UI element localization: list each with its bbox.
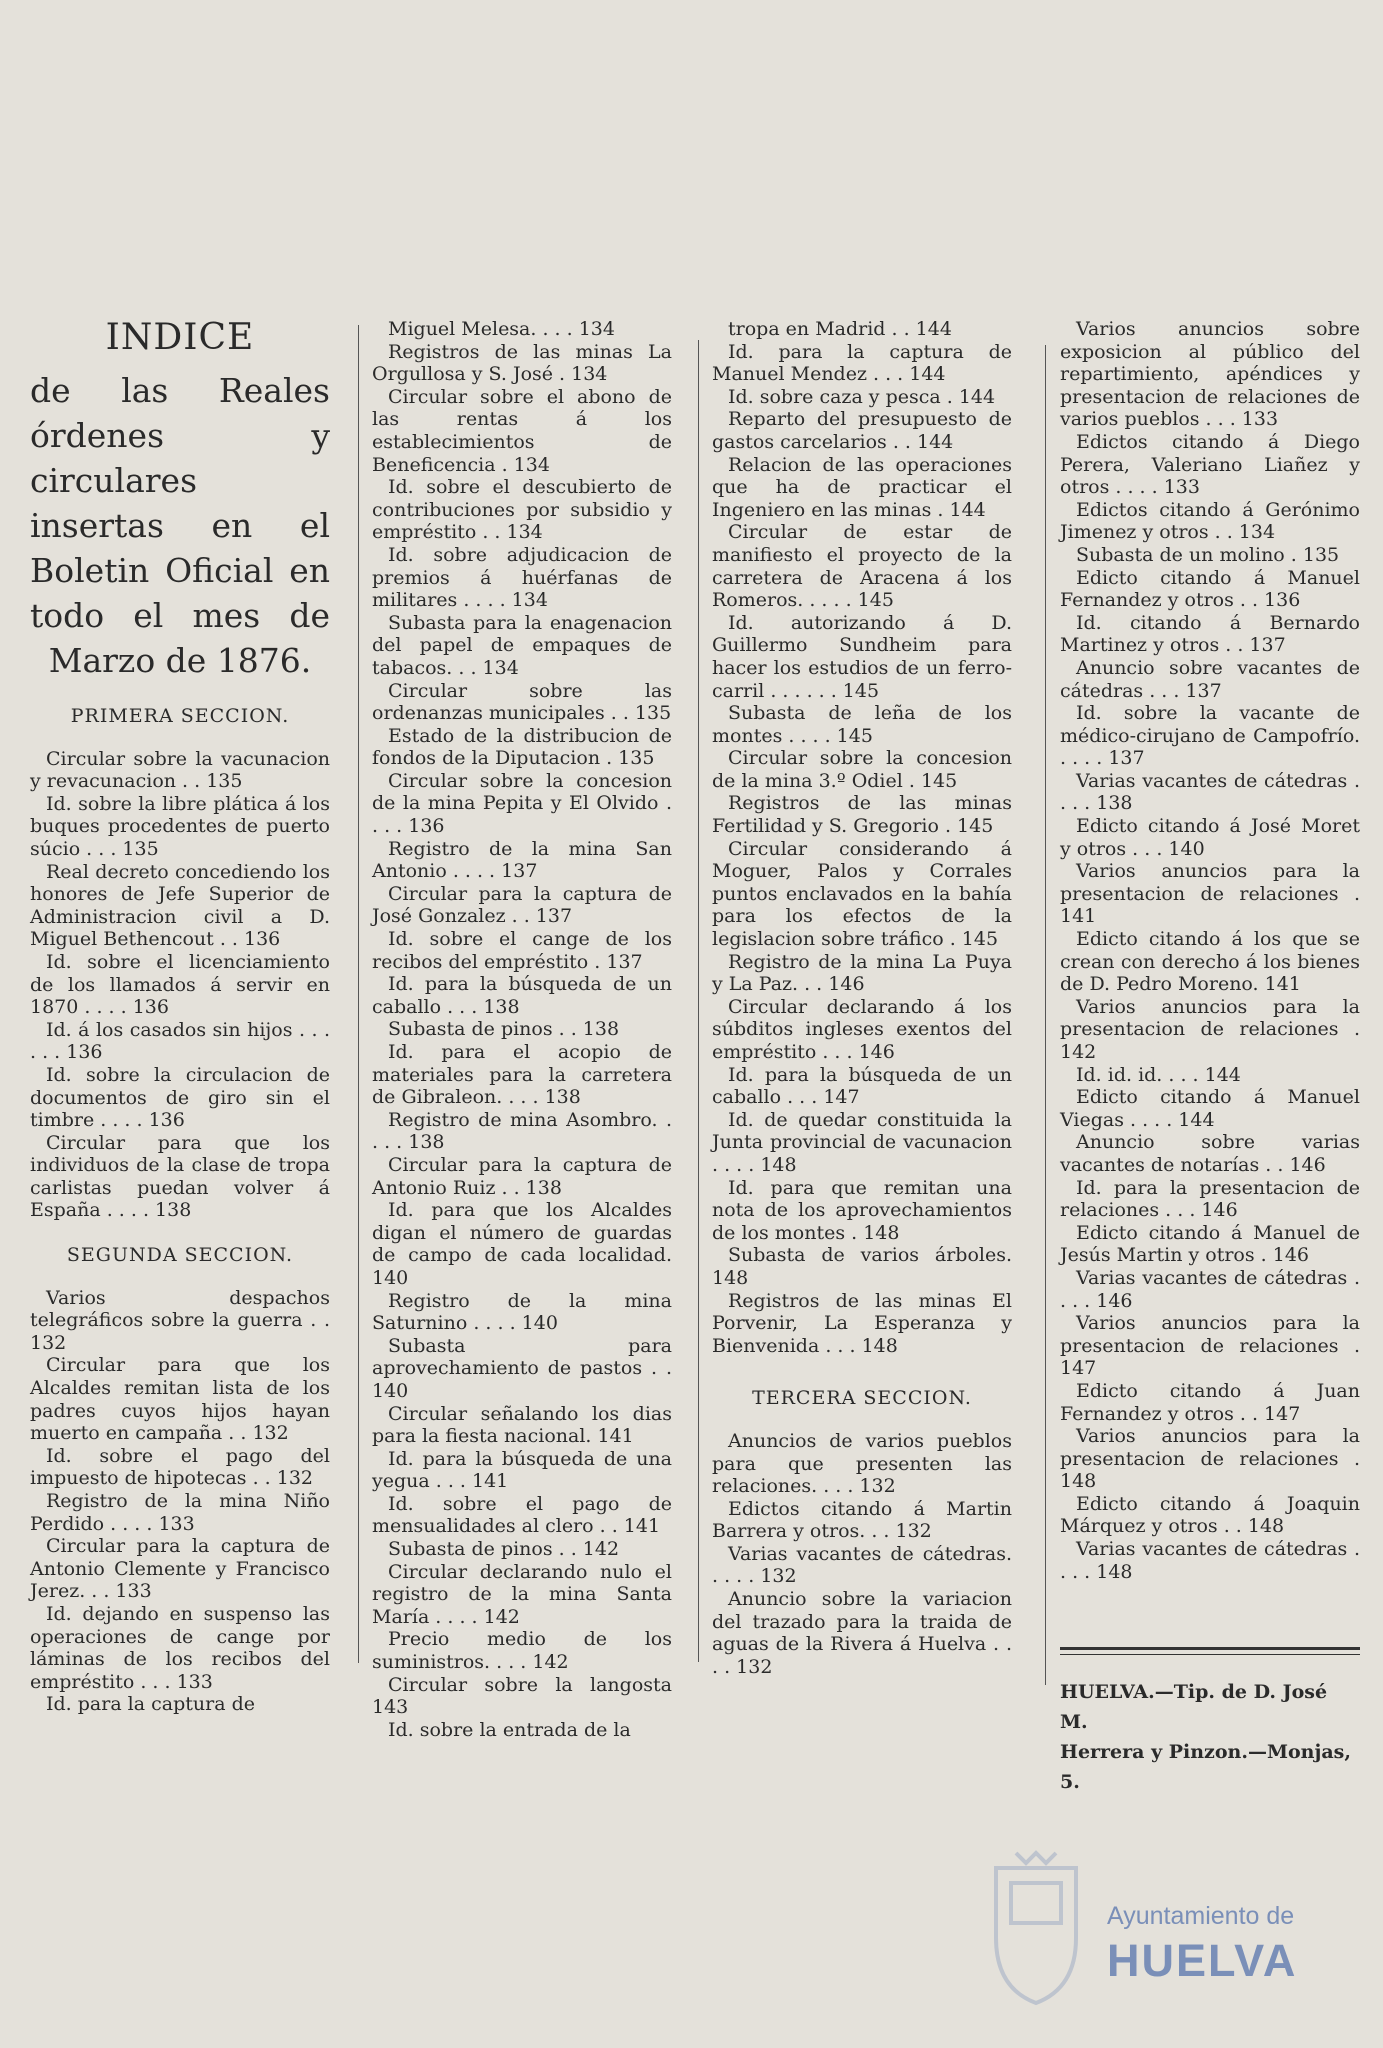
index-entry: Id. sobre la entrada de la [388, 1718, 631, 1741]
index-entry: Registros de las minas Fertilidad y S. Gregorio . 145 [712, 792, 1012, 838]
index-entry: Edicto citando á Manuel Viegas . . . . 144 [1060, 1086, 1360, 1131]
column-divider [698, 340, 699, 1662]
index-entry: Id. de quedar constituida la Junta provincial de vacunacion . . . . 148 [712, 1108, 1012, 1176]
column-3-entries [712, 318, 1012, 1357]
index-entry: Id. sobre el pago del impuesto de hipotecas . . 132 [30, 1444, 330, 1490]
index-entry: Estado de la distribucion de fondos de la Diputacion . 135 [372, 724, 672, 770]
index-entry: Edicto citando á Juan Fernandez y otros . . 147 [1060, 1379, 1360, 1425]
index-entry: Edictos citando á Martin Barrera y otros. . . 132 [712, 1497, 1012, 1543]
index-entry: Id. sobre caza y pesca . 144 [728, 385, 996, 408]
index-entry: Id. sobre el descubierto de contribuciones por subsidio y empréstito . . 134 [372, 476, 672, 544]
index-entry: Varias vacantes de cátedras . . . . 138 [1060, 769, 1360, 815]
index-entry: Real decreto concediendo los honores de Jefe Superior de Administracion civil a D. Miguel Bethencout . . 136 [30, 860, 330, 951]
index-entry: Circular declarando nulo el registro de la mina Santa María . . . . 142 [372, 1560, 672, 1628]
index-entry: Relacion de las operaciones que ha de practicar el Ingeniero en las minas . 144 [712, 453, 1012, 521]
index-entry: Circular sobre la concesion de la mina 3.º Odiel . 145 [712, 747, 1012, 792]
index-entry: Circular para la captura de Antonio Clemente y Francisco Jerez. . . 133 [30, 1535, 330, 1603]
index-entry: Id. sobre el pago de mensualidades al clero . . 141 [372, 1492, 672, 1538]
index-entry: Anuncios de varios pueblos para que presenten las relaciones. . . . 132 [712, 1429, 1012, 1498]
primera-entries [30, 748, 330, 1222]
index-entry: Id. para la búsqueda de una yegua . . . 141 [372, 1447, 672, 1493]
index-entry: Anuncio sobre vacantes de cátedras . . . 137 [1060, 656, 1360, 702]
index-entry: Circular sobre la concesion de la mina Pepita y El Olvido . . . . 136 [372, 769, 672, 838]
index-entry: Id. sobre la circulacion de documentos de giro sin el timbre . . . . 136 [30, 1063, 330, 1132]
index-entry: Varios anuncios para la presentacion de relaciones . 148 [1060, 1425, 1360, 1493]
index-entry: Id. para la presentacion de relaciones . . . 146 [1060, 1176, 1360, 1222]
index-entry: Subasta de un molino . 135 [1076, 543, 1340, 566]
index-entry: Id. sobre la libre plática á los buques procedentes de puerto súcio . . . 135 [30, 792, 330, 860]
segunda-entries [30, 1287, 330, 1716]
index-entry: Circular señalando los dias para la fiesta nacional. 141 [372, 1402, 672, 1448]
watermark-line-1: Ayuntamiento de [1107, 1902, 1295, 1930]
index-entry: Edictos citando á Diego Perera, Valeriano Liañez y otros . . . . 133 [1060, 430, 1360, 499]
column-1 [30, 318, 330, 1716]
index-entry: Id. dejando en suspenso las operaciones de cange por láminas de los recibos del empréstito . . . 133 [30, 1602, 330, 1693]
index-entry: Id. para la búsqueda de un caballo . . . 147 [712, 1063, 1012, 1109]
section-heading-segunda: SEGUNDA SECCION. [66, 1244, 294, 1267]
tercera-entries [712, 1430, 1012, 1679]
index-entry: Reparto del presupuesto de gastos carcelarios . . 144 [712, 408, 1012, 453]
index-entry: Varias vacantes de cátedras. . . . . 132 [712, 1542, 1012, 1588]
index-entry: Varias vacantes de cátedras . . . . 146 [1060, 1266, 1360, 1312]
index-entry: Subasta para aprovechamiento de pastos . . 140 [372, 1334, 672, 1402]
index-entry: Circular considerando á Moguer, Palos y Corrales puntos enclavados en la bahía para los efectos de la legislacion sobre tráfico . 145 [712, 837, 1012, 951]
index-entry: Circular de estar de manifiesto el proyecto de la carretera de Aracena á los Romeros. . . . . 145 [712, 521, 1012, 612]
index-entry: Precio medio de los suministros. . . . 142 [372, 1628, 672, 1674]
index-entry: Id. sobre la vacante de médico-cirujano de Campofrío. . . . . 137 [1060, 702, 1360, 770]
index-entry: Id. sobre el licenciamiento de los llamados á servir en 1870 . . . . 136 [30, 950, 330, 1019]
index-entry: Subasta de leña de los montes . . . . 145 [712, 702, 1012, 747]
index-entry: Id. id. id. . . . 144 [1076, 1063, 1241, 1086]
column-divider [358, 325, 359, 1663]
index-entry: Varios despachos telegráficos sobre la guerra . . 132 [30, 1286, 330, 1354]
imprint-line-2: Herrera y Pinzon.—Monjas, 5. [1060, 1741, 1351, 1794]
index-entry: Id. para que remitan una nota de los aprovechamientos de los montes . 148 [712, 1176, 1012, 1244]
column-4 [1060, 318, 1360, 1797]
section-heading-tercera: TERCERA SECCION. [752, 1387, 972, 1410]
index-entry: Registros de las minas El Porvenir, La Esperanza y Bienvenida . . . 148 [712, 1289, 1012, 1357]
index-entry: Id. citando á Bernardo Martinez y otros . . 137 [1060, 611, 1360, 657]
index-entry: Anuncio sobre varias vacantes de notarías . . 146 [1060, 1131, 1360, 1176]
footer-rule-thin [1060, 1654, 1360, 1655]
index-entry: Edictos citando á Gerónimo Jimenez y otros . . 134 [1060, 498, 1360, 544]
index-entry: Circular para la captura de José Gonzalez . . 137 [372, 882, 672, 928]
index-entry: Id. para la captura de [46, 1693, 255, 1716]
index-entry: Anuncio sobre la variacion del trazado para la traida de aguas de la Rivera á Huelva . . . . 132 [712, 1588, 1012, 1678]
index-entry: Subasta para la enagenacion del papel de empaques de tabacos. . . 134 [372, 611, 672, 679]
index-entry: Circular sobre las ordenanzas municipales . . 135 [372, 679, 672, 725]
index-entry: Id. autorizando á D. Guillermo Sundheim para hacer los estudios de un ferro-carril . . . . . . 145 [712, 611, 1012, 702]
column-2-entries [372, 318, 672, 1741]
index-entry: Circular para la captura de Antonio Ruiz . . 138 [372, 1153, 672, 1199]
index-entry: Id. para el acopio de materiales para la carretera de Gibraleon. . . . 138 [372, 1041, 672, 1109]
index-entry: Edicto citando á Joaquin Márquez y otros . . 148 [1060, 1492, 1360, 1538]
index-entry: Edicto citando á Manuel de Jesús Martin y otros . 146 [1060, 1221, 1360, 1267]
footer-rule-thick [1060, 1647, 1360, 1650]
index-entry: Circular sobre la langosta 143 [372, 1673, 672, 1719]
column-4-entries [1060, 318, 1360, 1583]
index-subtitle: de las Reales órdenes y circulares insertas en el Boletin Oficial en todo el mes de Marzo de 1876. [30, 371, 330, 680]
index-title-block [30, 318, 330, 683]
index-entry: Registro de la mina Saturnino . . . . 140 [372, 1289, 672, 1335]
index-entry: Edicto citando á los que se crean con derecho á los bienes de D. Pedro Moreno. 141 [1060, 928, 1360, 996]
index-entry: Miguel Melesa. . . . 134 [388, 318, 615, 340]
index-entry: Registro de la mina San Antonio . . . . 137 [372, 837, 672, 883]
index-entry: Registro de mina Asombro. . . . . 138 [372, 1108, 672, 1154]
index-entry: Circular sobre la vacunacion y revacunacion . . 135 [30, 747, 330, 793]
index-title: INDICE [105, 317, 255, 358]
index-entry: Subasta de pinos . . 138 [388, 1018, 620, 1041]
imprint-line-1: HUELVA.—Tip. de D. José M. [1060, 1681, 1328, 1734]
index-entry: Id. para la captura de Manuel Mendez . . . 144 [712, 340, 1012, 386]
index-entry: Id. para la búsqueda de un caballo . . . 138 [372, 973, 672, 1018]
column-3 [712, 318, 1012, 1678]
index-entry: Varios anuncios para la presentacion de relaciones . 142 [1060, 995, 1360, 1063]
index-entry: Subasta de varios árboles. 148 [712, 1244, 1012, 1289]
index-entry: Varios anuncios para la presentacion de relaciones . 141 [1060, 860, 1360, 928]
index-entry: Circular sobre el abono de las rentas á los establecimientos de Beneficencia . 134 [372, 385, 672, 476]
index-entry: Registros de las minas La Orgullosa y S. José . 134 [372, 340, 672, 386]
index-entry: Id. á los casados sin hijos . . . . . . 136 [30, 1018, 330, 1064]
index-entry: Circular para que los Alcaldes remitan lista de los padres cuyos hijos hayan muerto en campaña . . 132 [30, 1354, 330, 1445]
column-2 [372, 318, 672, 1741]
index-entry: Subasta de pinos . . 142 [388, 1538, 620, 1561]
index-entry: Registro de la mina Niño Perdido . . . . 133 [30, 1490, 330, 1535]
index-entry: Varios anuncios para la presentacion de relaciones . 147 [1060, 1312, 1360, 1380]
index-entry: Edicto citando á Manuel Fernandez y otros . . 136 [1060, 566, 1360, 612]
index-entry: Registro de la mina La Puya y La Paz. . . 146 [712, 950, 1012, 996]
index-entry: Varias vacantes de cátedras . . . . 148 [1060, 1538, 1360, 1583]
column-divider [1045, 345, 1046, 1685]
index-entry: Circular para que los individuos de la clase de tropa carlistas puedan volver á España . . . . 138 [30, 1131, 330, 1222]
index-entry: tropa en Madrid . . 144 [728, 318, 952, 340]
index-entry: Id. sobre adjudicacion de premios á huérfanas de militares . . . . 134 [372, 543, 672, 612]
section-heading-primera: PRIMERA SECCION. [70, 705, 290, 727]
watermark-line-2: HUELVA [1107, 1935, 1298, 1986]
index-entry: Circular declarando á los súbditos ingleses exentos del empréstito . . . 146 [712, 995, 1012, 1063]
index-entry: Varios anuncios sobre exposicion al público del repartimiento, apéndices y presentacion de relaciones de varios pueblos . . . 133 [1060, 318, 1360, 431]
index-entry: Edicto citando á José Moret y otros . . . 140 [1060, 815, 1360, 860]
index-entry: Id. para que los Alcaldes digan el número de guardas de campo de cada localidad. 140 [372, 1199, 672, 1289]
index-entry: Id. sobre el cange de los recibos del empréstito . 137 [372, 928, 672, 973]
